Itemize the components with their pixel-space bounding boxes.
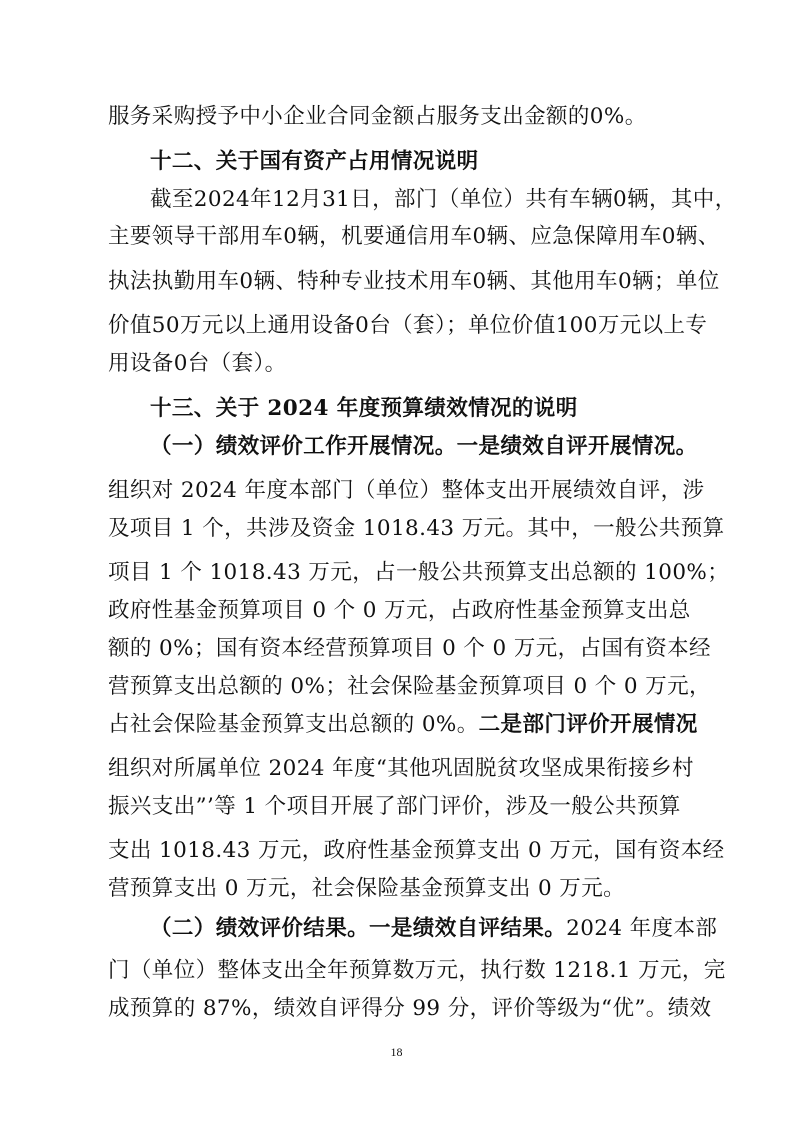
paragraph-line: 项目 1 个 1018.43 万元，占一般公共预算支出总额的 100%；: [108, 560, 730, 585]
paragraph-line: [108, 714, 698, 736]
paragraph-text: 占社会保险基金预算支出总额的 0%。: [108, 712, 479, 737]
paragraph-line: 组织对 2024 年度本部门（单位）整体支出开展绩效自评，涉: [108, 478, 705, 503]
subsection-heading: （二）绩效评价结果。一是绩效自评结果。: [150, 916, 567, 941]
bold-phrase: 二是部门评价开展情况: [478, 712, 698, 737]
paragraph-line: 主要领导干部用车0辆，机要通信用车0辆、应急保障用车0辆、: [108, 224, 720, 249]
section-heading-12: 十二、关于国有资产占用情况说明: [150, 149, 479, 174]
paragraph-line: 截至2024年12月31日，部门（单位）共有车辆0辆，其中，: [150, 187, 737, 212]
paragraph-line: 额的 0%；国有资本经营预算项目 0 个 0 万元，占国有资本经: [108, 636, 711, 661]
paragraph-line: 价值50万元以上通用设备0台（套）；单位价值100万元以上专: [108, 313, 708, 338]
subsection-heading: （一）绩效评价工作开展情况。一是绩效自评开展情况。: [150, 434, 698, 459]
paragraph-line: 振兴支出”’等 1 个项目开展了部门评价，涉及一般公共预算: [108, 794, 681, 819]
paragraph-line: 门（单位）整体支出全年预算数万元，执行数 1218.1 万元，完: [108, 958, 726, 983]
page-number: 18: [390, 1045, 403, 1059]
paragraph-line: 营预算支出 0 万元，社会保险基金预算支出 0 万元。: [108, 876, 625, 901]
paragraph-line: 组织对所属单位 2024 年度“其他巩固脱贫攻坚成果衔接乡村: [108, 756, 694, 781]
paragraph-line: 成预算的 87%，绩效自评得分 99 分，评价等级为“优”。绩效: [108, 996, 712, 1021]
paragraph-line: 政府性基金预算项目 0 个 0 万元，占政府性基金预算支出总: [108, 598, 691, 623]
paragraph-line: 及项目 1 个，共涉及资金 1018.43 万元。其中，一般公共预算: [108, 516, 725, 541]
section-heading-13: 十三、关于 2024 年度预算绩效情况的说明: [150, 396, 578, 421]
paragraph-line: 营预算支出总额的 0%；社会保险基金预算项目 0 个 0 万元，: [108, 674, 711, 699]
paragraph-line: [150, 918, 717, 940]
paragraph-line: 执法执勤用车0辆、特种专业技术用车0辆、其他用车0辆；单位: [108, 269, 720, 294]
paragraph-line: 支出 1018.43 万元，政府性基金预算支出 0 万元，国有资本经: [108, 838, 725, 863]
paragraph-line: 用设备0台（套）。: [108, 351, 287, 376]
paragraph-line: 服务采购授予中小企业合同金额占服务支出金额的0%。: [108, 104, 647, 129]
paragraph-text: 2024 年度本部: [566, 916, 718, 941]
